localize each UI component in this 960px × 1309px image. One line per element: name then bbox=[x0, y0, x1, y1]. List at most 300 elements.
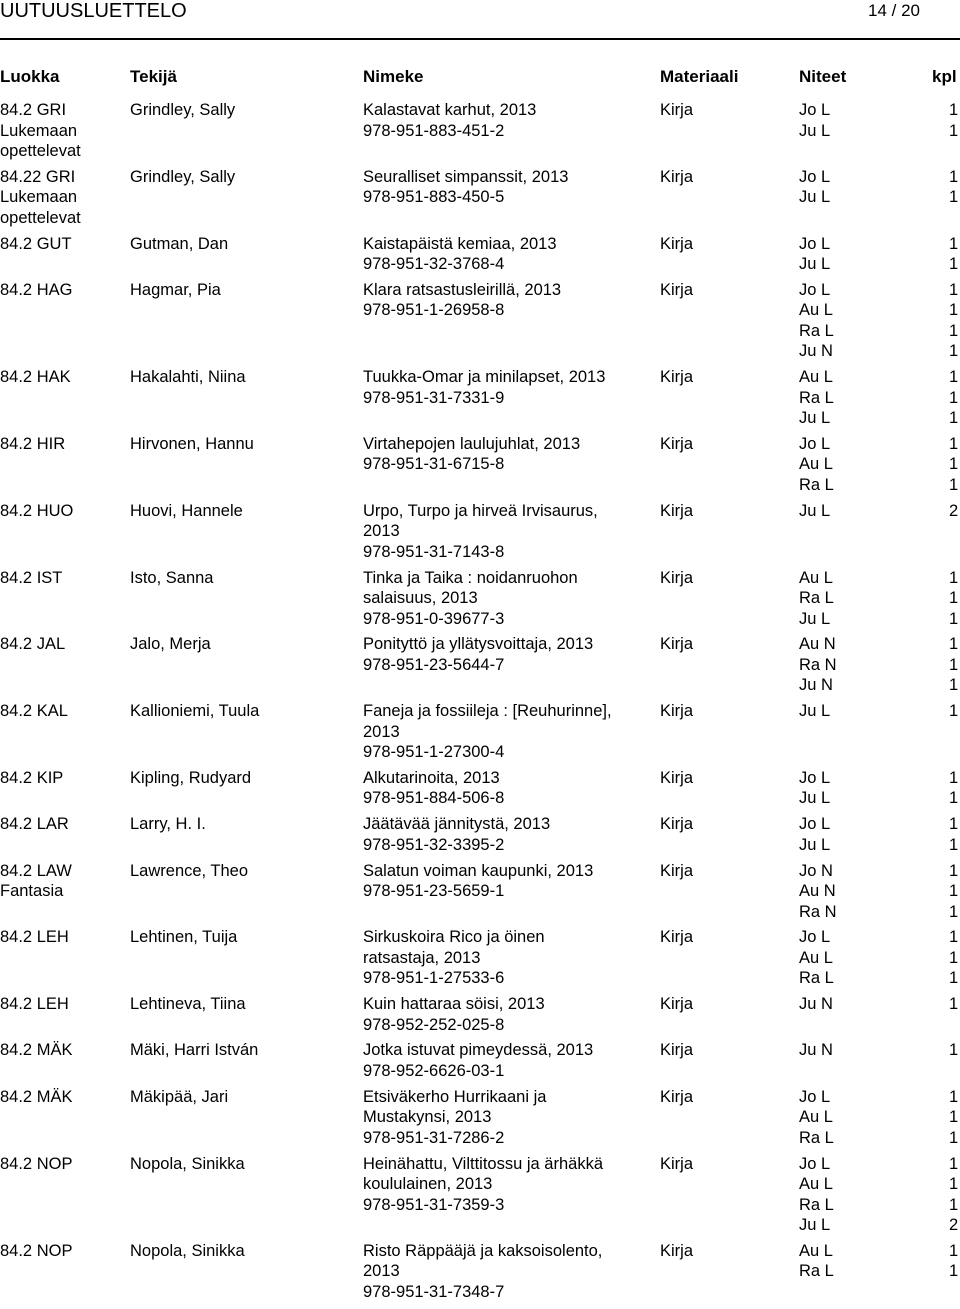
copy-location: Ju N bbox=[799, 995, 833, 1014]
record-row bbox=[0, 701, 960, 763]
record-row bbox=[0, 861, 960, 923]
luokka-cell bbox=[0, 100, 125, 162]
copy-location: Ju N bbox=[799, 342, 833, 361]
copy-location: Ra L bbox=[799, 589, 834, 608]
luokka-cell bbox=[0, 861, 125, 902]
copy-location: Au N bbox=[799, 635, 836, 654]
nimeke-cell-line: 2013 bbox=[363, 522, 400, 541]
materiaali-cell: Kirja bbox=[660, 815, 694, 834]
nimeke-cell-line: 978-951-31-7286-2 bbox=[363, 1128, 505, 1147]
copy-location: Ra L bbox=[799, 969, 834, 988]
copy-count: 1 bbox=[949, 815, 959, 834]
copy-row bbox=[799, 768, 959, 789]
nimeke-cell bbox=[363, 1087, 653, 1149]
luokka-cell bbox=[0, 280, 125, 301]
copy-location: Ra N bbox=[799, 902, 837, 921]
niteet-cell bbox=[799, 634, 959, 696]
luokka-cell bbox=[0, 927, 125, 948]
nimeke-cell-line: Kuin hattaraa söisi, 2013 bbox=[363, 995, 545, 1014]
tekija-cell: Mäki, Harri István bbox=[130, 1041, 259, 1060]
luokka-cell-line: opettelevat bbox=[0, 142, 81, 160]
copy-location: Ra L bbox=[799, 1262, 834, 1281]
copy-count: 1 bbox=[949, 1262, 959, 1281]
record-row bbox=[0, 280, 960, 362]
nimeke-cell-line: 978-951-1-27533-6 bbox=[363, 969, 505, 988]
copy-location: Ju L bbox=[799, 409, 831, 428]
copy-row bbox=[799, 367, 959, 388]
nimeke-cell-line: Virtahepojen laulujuhlat, 2013 bbox=[363, 434, 581, 453]
niteet-cell bbox=[799, 501, 959, 522]
nimeke-cell-line: Tuukka-Omar ja minilapset, 2013 bbox=[363, 368, 606, 387]
nimeke-cell-line: Kaistapäistä kemiaa, 2013 bbox=[363, 234, 557, 253]
nimeke-cell bbox=[363, 501, 653, 563]
niteet-cell bbox=[799, 1241, 959, 1282]
niteet-cell bbox=[799, 814, 959, 855]
niteet-cell bbox=[799, 234, 959, 275]
nimeke-cell-line: 978-951-1-26958-8 bbox=[363, 301, 505, 320]
nimeke-cell bbox=[363, 994, 653, 1035]
copy-location: Jo L bbox=[799, 434, 831, 453]
copy-row bbox=[799, 814, 959, 835]
luokka-cell bbox=[0, 994, 125, 1015]
niteet-cell bbox=[799, 100, 959, 141]
copy-row bbox=[799, 1215, 959, 1236]
copy-count: 1 bbox=[949, 121, 959, 140]
copy-row bbox=[799, 881, 959, 902]
luokka-cell bbox=[0, 167, 125, 229]
copy-count: 1 bbox=[949, 861, 959, 880]
luokka-cell bbox=[0, 1040, 125, 1061]
copy-count: 1 bbox=[949, 589, 959, 608]
luokka-cell-line: 84.2 JAL bbox=[0, 635, 66, 654]
copy-row bbox=[799, 1241, 959, 1262]
nimeke-cell-line: 978-952-6626-03-1 bbox=[363, 1061, 505, 1080]
copy-row bbox=[799, 1107, 959, 1128]
copy-count: 1 bbox=[949, 1041, 959, 1060]
materiaali-cell: Kirja bbox=[660, 1041, 694, 1060]
copy-location: Jo L bbox=[799, 101, 831, 119]
materiaali-cell: Kirja bbox=[660, 1087, 694, 1106]
nimeke-cell-line: Salatun voiman kaupunki, 2013 bbox=[363, 861, 594, 880]
copy-count: 1 bbox=[949, 609, 959, 628]
materiaali-cell: Kirja bbox=[660, 501, 694, 520]
nimeke-cell-line: Klara ratsastusleirillä, 2013 bbox=[363, 280, 562, 299]
copy-row bbox=[799, 475, 959, 496]
luokka-cell-line: 84.2 IST bbox=[0, 568, 63, 587]
copy-count: 1 bbox=[949, 902, 959, 921]
copy-location: Ju L bbox=[799, 188, 831, 207]
nimeke-cell bbox=[363, 927, 653, 989]
copy-location: Ra N bbox=[799, 655, 837, 674]
copy-count: 1 bbox=[949, 1175, 959, 1194]
column-header-nimeke: Nimeke bbox=[363, 67, 424, 86]
copy-row bbox=[799, 568, 959, 589]
niteet-cell bbox=[799, 701, 959, 722]
copy-count: 1 bbox=[949, 882, 959, 901]
record-row bbox=[0, 501, 960, 563]
copy-row bbox=[799, 1128, 959, 1149]
copy-row bbox=[799, 341, 959, 362]
luokka-cell-line: 84.2 LAR bbox=[0, 815, 69, 834]
nimeke-cell-line: Sirkuskoira Rico ja öinen bbox=[363, 928, 545, 947]
materiaali-cell: Kirja bbox=[660, 768, 694, 787]
nimeke-cell-line: Faneja ja fossiileja : [Reuhurinne], bbox=[363, 702, 612, 721]
copy-count: 1 bbox=[949, 234, 959, 253]
materiaali-cell: Kirja bbox=[660, 568, 694, 587]
copy-count: 1 bbox=[949, 768, 959, 787]
copy-count: 1 bbox=[949, 676, 959, 695]
niteet-cell bbox=[799, 434, 959, 496]
record-row bbox=[0, 434, 960, 496]
copy-row bbox=[799, 501, 959, 522]
luokka-cell-line: 84.2 LEH bbox=[0, 995, 69, 1014]
nimeke-cell-line: Risto Räppääjä ja kaksoisolento, bbox=[363, 1241, 603, 1260]
copy-count: 1 bbox=[949, 434, 959, 453]
column-header-luokka: Luokka bbox=[0, 67, 60, 86]
nimeke-cell-line: Ponityttö ja yllätysvoittaja, 2013 bbox=[363, 635, 594, 654]
copy-location: Jo L bbox=[799, 928, 831, 947]
copy-row bbox=[799, 902, 959, 923]
tekija-cell: Hagmar, Pia bbox=[130, 280, 221, 299]
copy-row bbox=[799, 121, 959, 142]
luokka-cell-line: Lukemaan bbox=[0, 188, 78, 207]
copy-count: 1 bbox=[949, 969, 959, 988]
niteet-cell bbox=[799, 167, 959, 208]
copy-location: Ju L bbox=[799, 501, 831, 520]
record-row bbox=[0, 1040, 960, 1081]
nimeke-cell-line: 2013 bbox=[363, 1262, 400, 1281]
nimeke-cell bbox=[363, 367, 653, 408]
niteet-cell bbox=[799, 1154, 959, 1236]
nimeke-cell-line: Jotka istuvat pimeydessä, 2013 bbox=[363, 1041, 594, 1060]
copy-row bbox=[799, 835, 959, 856]
copy-row bbox=[799, 234, 959, 255]
copy-row bbox=[799, 788, 959, 809]
luokka-cell bbox=[0, 1087, 125, 1108]
luokka-cell-line: 84.2 HAK bbox=[0, 368, 71, 387]
materiaali-cell: Kirja bbox=[660, 1154, 694, 1173]
tekija-cell: Hirvonen, Hannu bbox=[130, 434, 254, 453]
copy-location: Jo L bbox=[799, 234, 831, 253]
luokka-cell-line: 84.2 LAW bbox=[0, 861, 72, 880]
luokka-cell-line: Fantasia bbox=[0, 882, 64, 901]
copy-location: Jo L bbox=[799, 768, 831, 787]
nimeke-cell bbox=[363, 634, 653, 675]
copy-location: Ju L bbox=[799, 789, 831, 808]
tekija-cell: Jalo, Merja bbox=[130, 635, 211, 654]
copy-location: Ju L bbox=[799, 835, 831, 854]
nimeke-cell-line: Seuralliset simpanssit, 2013 bbox=[363, 167, 569, 186]
luokka-cell-line: 84.2 HUO bbox=[0, 501, 74, 520]
copy-count: 1 bbox=[949, 928, 959, 947]
copy-location: Ju L bbox=[799, 1216, 831, 1235]
copy-row bbox=[799, 994, 959, 1015]
luokka-cell bbox=[0, 434, 125, 455]
copy-row bbox=[799, 100, 959, 121]
copy-count: 1 bbox=[949, 368, 959, 387]
copy-row bbox=[799, 388, 959, 409]
luokka-cell-line: 84.2 MÄK bbox=[0, 1041, 73, 1060]
copy-count: 1 bbox=[949, 167, 959, 186]
luokka-cell-line: 84.2 KAL bbox=[0, 702, 68, 721]
header-rule bbox=[0, 38, 960, 40]
copy-location: Jo L bbox=[799, 1154, 831, 1173]
copy-row bbox=[799, 408, 959, 429]
tekija-cell: Larry, H. I. bbox=[130, 815, 206, 834]
materiaali-cell: Kirja bbox=[660, 101, 694, 119]
copy-count: 2 bbox=[949, 501, 959, 520]
copy-row bbox=[799, 948, 959, 969]
luokka-cell-line: opettelevat bbox=[0, 208, 81, 227]
copy-location: Ju N bbox=[799, 676, 833, 695]
nimeke-cell bbox=[363, 568, 653, 630]
copy-count: 1 bbox=[949, 388, 959, 407]
tekija-cell: Lehtineva, Tiina bbox=[130, 995, 246, 1014]
tekija-cell: Isto, Sanna bbox=[130, 568, 214, 587]
record-row bbox=[0, 994, 960, 1035]
record-row bbox=[0, 1154, 960, 1236]
nimeke-cell bbox=[363, 100, 653, 141]
record-row bbox=[0, 234, 960, 275]
copy-count: 1 bbox=[949, 455, 959, 474]
materiaali-cell: Kirja bbox=[660, 1241, 694, 1260]
copy-location: Au L bbox=[799, 948, 833, 967]
tekija-cell: Gutman, Dan bbox=[130, 234, 229, 253]
copy-count: 1 bbox=[949, 101, 959, 119]
niteet-cell bbox=[799, 280, 959, 362]
luokka-cell bbox=[0, 501, 125, 522]
copy-row bbox=[799, 675, 959, 696]
materiaali-cell: Kirja bbox=[660, 702, 694, 721]
nimeke-cell-line: koululainen, 2013 bbox=[363, 1175, 493, 1194]
copy-row bbox=[799, 187, 959, 208]
copy-count: 1 bbox=[949, 409, 959, 428]
copy-count: 1 bbox=[949, 1195, 959, 1214]
nimeke-cell bbox=[363, 1040, 653, 1081]
copy-count: 1 bbox=[949, 475, 959, 494]
luokka-cell-line: 84.2 GRI bbox=[0, 101, 67, 119]
luokka-cell bbox=[0, 234, 125, 255]
nimeke-cell bbox=[363, 814, 653, 855]
tekija-cell: Nopola, Sinikka bbox=[130, 1154, 245, 1173]
nimeke-cell-line: 978-951-1-27300-4 bbox=[363, 743, 505, 762]
nimeke-cell-line: 978-951-32-3768-4 bbox=[363, 255, 505, 274]
copy-row bbox=[799, 634, 959, 655]
nimeke-cell-line: 978-952-252-025-8 bbox=[363, 1015, 505, 1034]
page-header bbox=[0, 0, 960, 40]
luokka-cell-line: 84.2 MÄK bbox=[0, 1087, 73, 1106]
nimeke-cell-line: Jäätävää jännitystä, 2013 bbox=[363, 815, 551, 834]
records-list bbox=[0, 100, 960, 1308]
copy-location: Jo N bbox=[799, 861, 833, 880]
copy-row bbox=[799, 434, 959, 455]
nimeke-cell-line: Tinka ja Taika : noidanruohon bbox=[363, 568, 578, 587]
tekija-cell: Huovi, Hannele bbox=[130, 501, 243, 520]
nimeke-cell bbox=[363, 280, 653, 321]
record-row bbox=[0, 568, 960, 630]
nimeke-cell-line: 978-951-883-451-2 bbox=[363, 121, 505, 140]
copy-count: 1 bbox=[949, 655, 959, 674]
copy-row bbox=[799, 254, 959, 275]
niteet-cell bbox=[799, 1040, 959, 1061]
nimeke-cell-line: 978-951-31-6715-8 bbox=[363, 455, 505, 474]
copy-count: 1 bbox=[949, 1241, 959, 1260]
luokka-cell bbox=[0, 634, 125, 655]
materiaali-cell: Kirja bbox=[660, 280, 694, 299]
nimeke-cell bbox=[363, 167, 653, 208]
copy-location: Au L bbox=[799, 568, 833, 587]
materiaali-cell: Kirja bbox=[660, 434, 694, 453]
copy-row bbox=[799, 1261, 959, 1282]
record-row bbox=[0, 1087, 960, 1149]
copy-location: Au L bbox=[799, 1175, 833, 1194]
copy-count: 1 bbox=[949, 789, 959, 808]
copy-location: Ju N bbox=[799, 1041, 833, 1060]
materiaali-cell: Kirja bbox=[660, 928, 694, 947]
page-number: 14 / 20 bbox=[868, 1, 920, 20]
document-title: UUTUUSLUETTELO bbox=[0, 0, 187, 22]
tekija-cell: Lawrence, Theo bbox=[130, 861, 249, 880]
niteet-cell bbox=[799, 861, 959, 923]
copy-count: 1 bbox=[949, 835, 959, 854]
copy-location: Jo L bbox=[799, 167, 831, 186]
tekija-cell: Grindley, Sally bbox=[130, 167, 236, 186]
record-row bbox=[0, 768, 960, 809]
copy-location: Au L bbox=[799, 455, 833, 474]
record-row bbox=[0, 100, 960, 162]
copy-location: Jo L bbox=[799, 815, 831, 834]
nimeke-cell-line: Urpo, Turpo ja hirveä Irvisaurus, bbox=[363, 501, 598, 520]
copy-location: Ra L bbox=[799, 388, 834, 407]
copy-location: Ju L bbox=[799, 121, 831, 140]
nimeke-cell-line: 978-951-884-506-8 bbox=[363, 789, 505, 808]
copy-row bbox=[799, 1040, 959, 1061]
tekija-cell: Hakalahti, Niina bbox=[130, 368, 246, 387]
luokka-cell-line: 84.2 KIP bbox=[0, 768, 64, 787]
niteet-cell bbox=[799, 994, 959, 1015]
copy-row bbox=[799, 280, 959, 301]
luokka-cell bbox=[0, 768, 125, 789]
nimeke-cell-line: 978-951-31-7331-9 bbox=[363, 388, 505, 407]
copy-count: 1 bbox=[949, 1154, 959, 1173]
nimeke-cell bbox=[363, 861, 653, 902]
nimeke-cell-line: 2013 bbox=[363, 722, 400, 741]
copy-row bbox=[799, 454, 959, 475]
record-row bbox=[0, 1241, 960, 1303]
niteet-cell bbox=[799, 1087, 959, 1149]
record-row bbox=[0, 927, 960, 989]
materiaali-cell: Kirja bbox=[660, 635, 694, 654]
luokka-cell bbox=[0, 814, 125, 835]
nimeke-cell-line: Alkutarinoita, 2013 bbox=[363, 768, 500, 787]
copy-count: 1 bbox=[949, 995, 959, 1014]
column-header-tekija: Tekijä bbox=[130, 67, 177, 86]
copy-location: Ju L bbox=[799, 702, 831, 721]
copy-row bbox=[799, 701, 959, 722]
luokka-cell bbox=[0, 1241, 125, 1262]
nimeke-cell-line: Mustakynsi, 2013 bbox=[363, 1108, 492, 1127]
copy-row bbox=[799, 655, 959, 676]
materiaali-cell: Kirja bbox=[660, 368, 694, 387]
nimeke-cell-line: 978-951-32-3395-2 bbox=[363, 835, 505, 854]
luokka-cell-line: 84.22 GRI bbox=[0, 167, 76, 186]
copy-row bbox=[799, 300, 959, 321]
copy-row bbox=[799, 321, 959, 342]
copy-count: 1 bbox=[949, 321, 959, 340]
copy-row bbox=[799, 1195, 959, 1216]
luokka-cell bbox=[0, 1154, 125, 1175]
luokka-cell-line: 84.2 HIR bbox=[0, 434, 66, 453]
nimeke-cell-line: 978-951-0-39677-3 bbox=[363, 609, 505, 628]
copy-count: 1 bbox=[949, 188, 959, 207]
copy-row bbox=[799, 968, 959, 989]
nimeke-cell-line: salaisuus, 2013 bbox=[363, 589, 478, 608]
nimeke-cell bbox=[363, 1154, 653, 1216]
column-header-niteet: Niteet bbox=[799, 67, 847, 86]
copy-location: Au N bbox=[799, 882, 836, 901]
nimeke-cell-line: 978-951-31-7348-7 bbox=[363, 1282, 505, 1301]
luokka-cell bbox=[0, 367, 125, 388]
nimeke-cell-line: 978-951-23-5659-1 bbox=[363, 882, 505, 901]
nimeke-cell-line: 978-951-883-450-5 bbox=[363, 188, 505, 207]
tekija-cell: Mäkipää, Jari bbox=[130, 1087, 229, 1106]
copy-location: Au L bbox=[799, 1108, 833, 1127]
copy-location: Au L bbox=[799, 368, 833, 387]
copy-row bbox=[799, 861, 959, 882]
copy-location: Ju L bbox=[799, 255, 831, 274]
copy-count: 2 bbox=[949, 1216, 959, 1235]
nimeke-cell bbox=[363, 1241, 653, 1303]
column-header-kpl: kpl bbox=[932, 67, 957, 86]
nimeke-cell-line: ratsastaja, 2013 bbox=[363, 948, 481, 967]
tekija-cell: Lehtinen, Tuija bbox=[130, 928, 238, 947]
materiaali-cell: Kirja bbox=[660, 167, 694, 186]
nimeke-cell-line: Heinähattu, Vilttitossu ja ärhäkkä bbox=[363, 1154, 603, 1173]
luokka-cell-line: 84.2 NOP bbox=[0, 1154, 73, 1173]
record-row bbox=[0, 634, 960, 696]
copy-row bbox=[799, 1087, 959, 1108]
materiaali-cell: Kirja bbox=[660, 995, 694, 1014]
copy-location: Ra L bbox=[799, 1195, 834, 1214]
luokka-cell-line: 84.2 GUT bbox=[0, 234, 72, 253]
materiaali-cell: Kirja bbox=[660, 234, 694, 253]
niteet-cell bbox=[799, 927, 959, 989]
copy-row bbox=[799, 167, 959, 188]
column-headers bbox=[0, 67, 960, 87]
record-row bbox=[0, 167, 960, 229]
nimeke-cell-line: 978-951-31-7359-3 bbox=[363, 1195, 505, 1214]
column-header-materiaali: Materiaali bbox=[660, 67, 739, 86]
copy-count: 1 bbox=[949, 342, 959, 361]
copy-location: Jo L bbox=[799, 280, 831, 299]
materiaali-cell: Kirja bbox=[660, 861, 694, 880]
tekija-cell: Grindley, Sally bbox=[130, 101, 236, 119]
record-row bbox=[0, 814, 960, 855]
nimeke-cell bbox=[363, 768, 653, 809]
nimeke-cell-line: 978-951-23-5644-7 bbox=[363, 655, 505, 674]
copy-row bbox=[799, 609, 959, 630]
copy-count: 1 bbox=[949, 280, 959, 299]
copy-count: 1 bbox=[949, 1087, 959, 1106]
copy-location: Ju L bbox=[799, 609, 831, 628]
tekija-cell: Nopola, Sinikka bbox=[130, 1241, 245, 1260]
copy-location: Jo L bbox=[799, 1087, 831, 1106]
copy-row bbox=[799, 1174, 959, 1195]
nimeke-cell bbox=[363, 434, 653, 475]
luokka-cell-line: 84.2 LEH bbox=[0, 928, 69, 947]
copy-count: 1 bbox=[949, 255, 959, 274]
niteet-cell bbox=[799, 367, 959, 429]
